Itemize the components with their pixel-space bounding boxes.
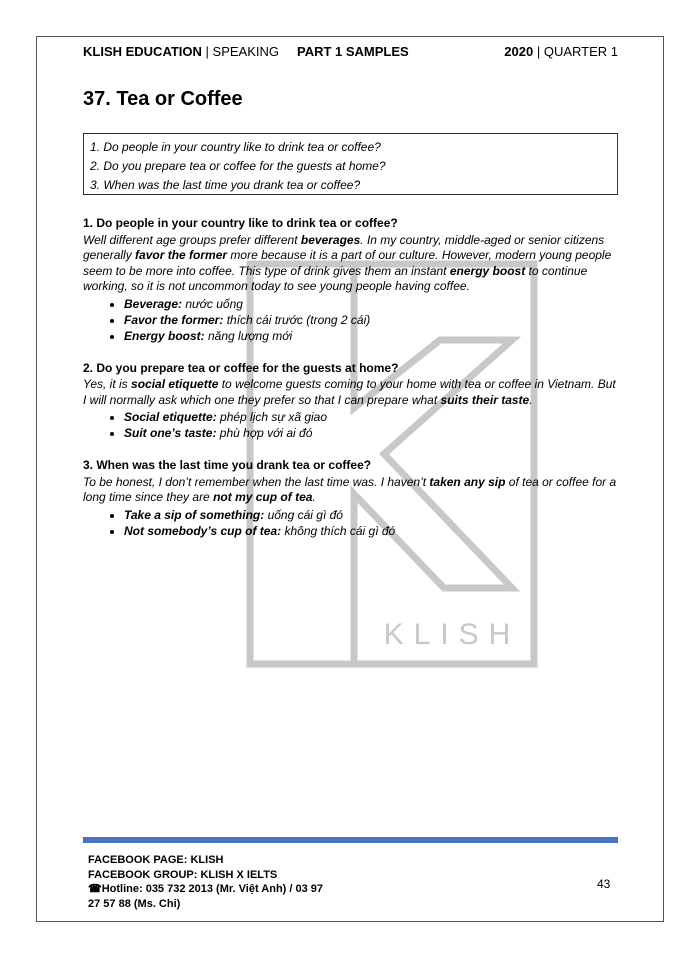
answer-section-1 <box>83 216 618 344</box>
vocab-term: Energy boost: <box>124 328 205 343</box>
vocab-item <box>124 523 618 539</box>
vocab-definition: thích cái trước (trong 2 cái) <box>223 312 371 327</box>
footer-hotline-continued: 27 57 88 (Ms. Chi) <box>88 897 181 910</box>
question-item: 2. Do you prepare tea or coffee for the guests at home? <box>90 159 386 173</box>
footer-hotline <box>88 882 323 897</box>
answer-keyword: taken any sip <box>429 474 506 489</box>
answer-keyword: not my cup of tea <box>213 490 313 504</box>
answer-keyword: favor the former <box>135 248 228 262</box>
header-separator-2: | <box>533 44 544 59</box>
answer-text: to welcome guests coming to your home with tea or coffee in Vietnam. But I will normally ask which one they prefer so that I can prepare what <box>83 377 616 407</box>
answer-keyword: energy boost <box>449 263 526 278</box>
vocab-item <box>124 425 618 441</box>
vocab-item <box>124 328 618 344</box>
footer-divider-bar <box>83 837 618 843</box>
vocab-definition: năng lượng mới <box>204 328 293 343</box>
vocab-definition: phép lịch sự xã giao <box>216 410 328 424</box>
answer-text: . In my country, middle-aged or senior citizens generally <box>83 232 605 262</box>
phone-icon: ☎ <box>88 883 102 895</box>
answer-paragraph <box>83 377 618 408</box>
vocab-item <box>124 507 618 523</box>
vocab-definition: uống cái gì đó <box>264 507 343 522</box>
answer-text: To be honest, I don’t remember when the last time was. I haven’t <box>83 474 430 489</box>
header-period-group <box>504 44 618 59</box>
answer-keyword: suits their taste <box>440 392 530 407</box>
answer-text: Yes, it is <box>83 377 132 391</box>
vocab-item <box>124 409 618 425</box>
header-brand: KLISH EDUCATION <box>83 44 202 59</box>
page-number: 43 <box>597 877 611 891</box>
page-header <box>83 44 618 64</box>
answer-text: . <box>529 392 533 407</box>
vocab-item <box>124 296 618 312</box>
vocab-term: Suit one’s taste: <box>124 426 217 440</box>
vocab-definition: phù hợp với ai đó <box>216 426 313 440</box>
vocab-term: Not somebody’s cup of tea: <box>124 523 282 538</box>
watermark-text: KLISH <box>383 618 521 651</box>
vocab-item <box>124 312 618 328</box>
vocab-term: Take a sip of something: <box>124 507 265 522</box>
section-heading: 2. Do you prepare tea or coffee for the guests at home? <box>83 360 399 375</box>
vocab-definition: không thích cái gì đó <box>281 523 396 538</box>
answer-paragraph <box>83 233 618 295</box>
section-heading: 1. Do people in your country like to drink tea or coffee? <box>83 216 398 230</box>
vocab-list <box>83 296 618 344</box>
answer-text: Well different age groups prefer different <box>83 232 301 247</box>
vocab-term: Beverage: <box>124 296 183 311</box>
answer-section-3 <box>83 458 618 539</box>
section-heading: 3. When was the last time you drank tea or coffee? <box>83 458 372 472</box>
vocab-list <box>83 507 618 539</box>
answer-section-2 <box>83 361 618 442</box>
vocab-definition: nước uống <box>182 296 243 311</box>
page-footer <box>88 853 323 911</box>
answers-content <box>83 216 618 556</box>
answer-text: of tea or coffee for a long time since they are <box>83 474 617 504</box>
header-year: 2020 <box>504 44 534 59</box>
header-separator: | <box>201 44 213 59</box>
answer-text: . <box>312 490 316 504</box>
vocab-term: Social etiquette: <box>124 410 217 424</box>
page-title: 37. Tea or Coffee <box>83 88 243 110</box>
answer-keyword: social etiquette <box>131 377 219 391</box>
footer-hotline-text: Hotline: 035 732 2013 (Mr. Việt Anh) / 03 97 <box>101 883 324 895</box>
header-quarter: QUARTER 1 <box>543 44 618 59</box>
header-section: PART 1 SAMPLES <box>297 44 409 59</box>
answer-text: to continue working, so it is not uncommon today to see young people having coffee. <box>83 263 588 293</box>
vocab-list <box>83 409 618 441</box>
question-item: 3. When was the last time you drank tea or coffee? <box>90 178 361 192</box>
question-item: 1. Do people in your country like to drink tea or coffee? <box>90 140 381 154</box>
answer-text: more because it is a part of our culture. However, modern young people seem to be more into coffee. This type of drink gives them an instant <box>83 248 612 278</box>
answer-keyword: beverages <box>300 232 361 247</box>
footer-facebook-group: FACEBOOK GROUP: KLISH X IELTS <box>88 868 278 881</box>
vocab-term: Favor the former: <box>124 312 224 327</box>
header-brand-group <box>83 44 279 59</box>
header-skill: SPEAKING <box>212 44 280 59</box>
question-list-box <box>83 133 618 195</box>
footer-facebook-page: FACEBOOK PAGE: KLISH <box>88 854 224 866</box>
answer-paragraph <box>83 475 618 506</box>
